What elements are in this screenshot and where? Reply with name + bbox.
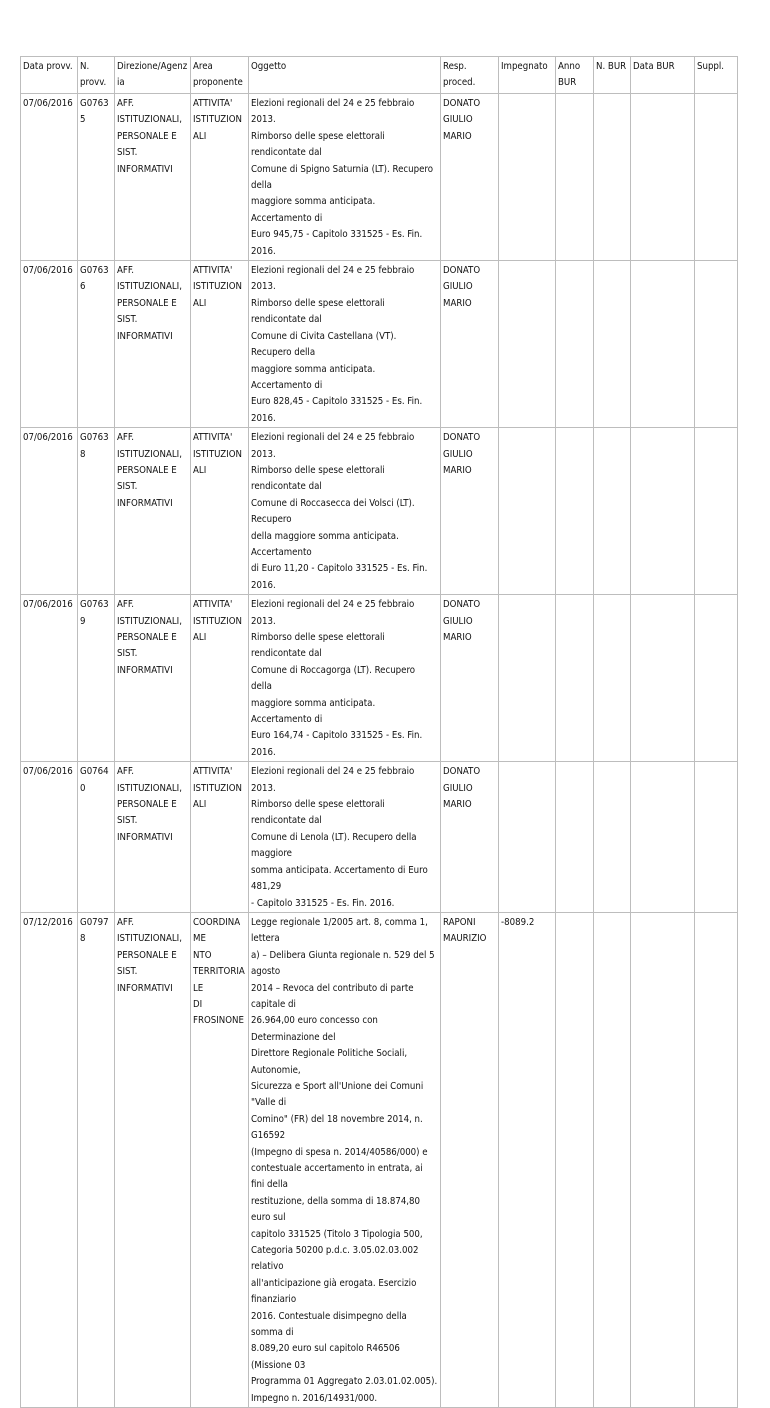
cell-resp-proced: DONATO GIULIO MARIO (441, 428, 499, 595)
cell-suppl (695, 912, 738, 1407)
header-data-bur: Data BUR (631, 57, 695, 94)
cell-resp-proced: RAPONI MAURIZIO (441, 912, 499, 1407)
cell-anno-bur (556, 912, 594, 1407)
cell-n-bur (594, 762, 631, 913)
cell-n-provv: G07638 (78, 428, 115, 595)
header-direzione-agenzia: Direzione/Agenzia (115, 57, 191, 94)
cell-oggetto: Elezioni regionali del 24 e 25 febbraio 2013. Rimborso delle spese elettorali rendicontate dal Comune di Roccagorga (LT). Recupero della maggiore somma anticipata. Accertamento di Euro 164,74 - Capitolo 331525 - Es. Fin. 2016. (249, 595, 441, 762)
cell-resp-proced: DONATO GIULIO MARIO (441, 595, 499, 762)
cell-direzione: AFF. ISTITUZIONALI, PERSONALE E SIST. INFORMATIVI (115, 595, 191, 762)
header-row (21, 57, 738, 94)
cell-impegnato: -8089.2 (499, 912, 556, 1407)
table-row (21, 595, 738, 762)
cell-data-provv: 07/12/2016 (21, 912, 78, 1407)
cell-resp-proced: DONATO GIULIO MARIO (441, 762, 499, 913)
cell-resp-proced: DONATO GIULIO MARIO (441, 94, 499, 261)
cell-data-bur (631, 912, 695, 1407)
cell-resp-proced: DONATO GIULIO MARIO (441, 261, 499, 428)
table-row (21, 94, 738, 261)
cell-oggetto: Elezioni regionali del 24 e 25 febbraio 2013. Rimborso delle spese elettorali rendicontate dal Comune di Lenola (LT). Recupero della maggiore somma anticipata. Accertamento di Euro 481,29 - Capitolo 331525 - Es. Fin. 2016. (249, 762, 441, 913)
cell-n-provv: G07636 (78, 261, 115, 428)
cell-anno-bur (556, 595, 594, 762)
cell-n-bur (594, 912, 631, 1407)
cell-suppl (695, 261, 738, 428)
cell-anno-bur (556, 261, 594, 428)
cell-data-bur (631, 428, 695, 595)
table-row (21, 912, 738, 1407)
cell-area: COORDINAME NTO TERRITORIALE DI FROSINONE (191, 912, 249, 1407)
cell-anno-bur (556, 428, 594, 595)
cell-oggetto: Elezioni regionali del 24 e 25 febbraio 2013. Rimborso delle spese elettorali rendicontate dal Comune di Spigno Saturnia (LT). Recupero della maggiore somma anticipata. Accertamento di Euro 945,75 - Capitolo 331525 - Es. Fin. 2016. (249, 94, 441, 261)
table-row (21, 762, 738, 913)
cell-n-provv: G07635 (78, 94, 115, 261)
cell-data-provv: 07/06/2016 (21, 595, 78, 762)
cell-anno-bur (556, 94, 594, 261)
cell-suppl (695, 428, 738, 595)
cell-impegnato (499, 261, 556, 428)
cell-suppl (695, 94, 738, 261)
cell-area: ATTIVITA' ISTITUZIONALI (191, 94, 249, 261)
register-sheet (20, 56, 737, 1408)
cell-anno-bur (556, 762, 594, 913)
cell-area: ATTIVITA' ISTITUZIONALI (191, 261, 249, 428)
header-data-provv: Data provv. (21, 57, 78, 94)
cell-n-bur (594, 428, 631, 595)
cell-oggetto: Elezioni regionali del 24 e 25 febbraio 2013. Rimborso delle spese elettorali rendicontate dal Comune di Civita Castellana (VT). Recupero della maggiore somma anticipata. Accertamento di Euro 828,45 - Capitolo 331525 - Es. Fin. 2016. (249, 261, 441, 428)
cell-impegnato (499, 762, 556, 913)
cell-oggetto: Elezioni regionali del 24 e 25 febbraio 2013. Rimborso delle spese elettorali rendicontate dal Comune di Roccasecca dei Volsci (LT). Recupero della maggiore somma anticipata. Accertamento di Euro 11,20 - Capitolo 331525 - Es. Fin. 2016. (249, 428, 441, 595)
header-n-provv: N. provv. (78, 57, 115, 94)
cell-n-bur (594, 595, 631, 762)
cell-direzione: AFF. ISTITUZIONALI, PERSONALE E SIST. INFORMATIVI (115, 762, 191, 913)
cell-area: ATTIVITA' ISTITUZIONALI (191, 762, 249, 913)
cell-oggetto: Legge regionale 1/2005 art. 8, comma 1, lettera a) – Delibera Giunta regionale n. 529 del 5 agosto 2014 – Revoca del contributo di parte capitale di 26.964,00 euro concesso con Determinazione del Direttore Regionale Politiche Sociali, Autonomie, Sicurezza e Sport all'Unione dei Comuni "Valle di Comino" (FR) del 18 novembre 2014, n. G16592 (Impegno di spesa n. 2014/40586/000) e contestuale accertamento in entrata, ai fini della restituzione, della somma di 18.874,80 euro sul capitolo 331525 (Titolo 3 Tipologia 500, Categoria 50200 p.d.c. 3.05.02.03.002 relativo all'anticipazione già erogata. Esercizio finanziario 2016. Contestuale disimpegno della somma di 8.089,20 euro sul capitolo R46506 (Missione 03 Programma 01 Aggregato 2.03.01.02.005). Impegno n. 2016/14931/000. (249, 912, 441, 1407)
determinations-table (20, 56, 738, 1408)
cell-suppl (695, 595, 738, 762)
cell-direzione: AFF. ISTITUZIONALI, PERSONALE E SIST. INFORMATIVI (115, 912, 191, 1407)
cell-n-bur (594, 261, 631, 428)
cell-area: ATTIVITA' ISTITUZIONALI (191, 428, 249, 595)
header-anno-bur: Anno BUR (556, 57, 594, 94)
header-suppl: Suppl. (695, 57, 738, 94)
cell-direzione: AFF. ISTITUZIONALI, PERSONALE E SIST. INFORMATIVI (115, 94, 191, 261)
table-row (21, 428, 738, 595)
cell-direzione: AFF. ISTITUZIONALI, PERSONALE E SIST. INFORMATIVI (115, 261, 191, 428)
cell-data-provv: 07/06/2016 (21, 762, 78, 913)
cell-data-provv: 07/06/2016 (21, 261, 78, 428)
cell-impegnato (499, 595, 556, 762)
header-resp-proced: Resp. proced. (441, 57, 499, 94)
cell-n-provv: G07639 (78, 595, 115, 762)
table-row (21, 261, 738, 428)
cell-n-provv: G07640 (78, 762, 115, 913)
cell-data-provv: 07/06/2016 (21, 94, 78, 261)
header-area-proponente: Area proponente (191, 57, 249, 94)
cell-data-bur (631, 261, 695, 428)
cell-impegnato (499, 428, 556, 595)
header-oggetto: Oggetto (249, 57, 441, 94)
cell-data-bur (631, 94, 695, 261)
cell-n-bur (594, 94, 631, 261)
cell-n-provv: G07978 (78, 912, 115, 1407)
cell-area: ATTIVITA' ISTITUZIONALI (191, 595, 249, 762)
cell-impegnato (499, 94, 556, 261)
cell-data-bur (631, 762, 695, 913)
cell-data-bur (631, 595, 695, 762)
cell-direzione: AFF. ISTITUZIONALI, PERSONALE E SIST. INFORMATIVI (115, 428, 191, 595)
header-n-bur: N. BUR (594, 57, 631, 94)
header-impegnato: Impegnato (499, 57, 556, 94)
cell-data-provv: 07/06/2016 (21, 428, 78, 595)
cell-suppl (695, 762, 738, 913)
